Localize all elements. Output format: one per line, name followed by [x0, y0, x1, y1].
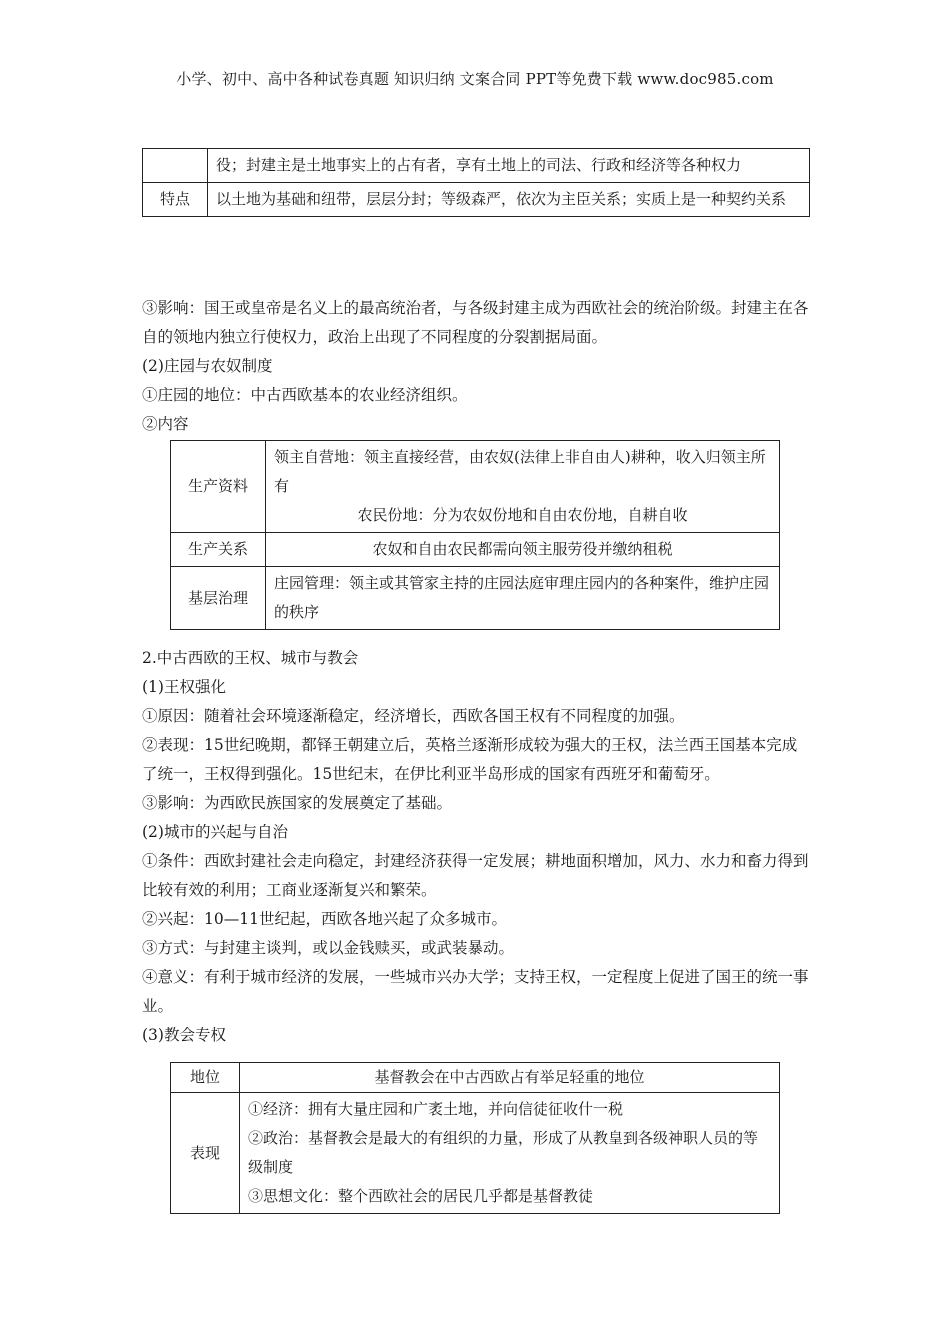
- table-cell: [240, 1093, 780, 1214]
- table-row: [171, 533, 780, 567]
- subheading: (3)教会专权: [142, 1026, 226, 1044]
- table-row: [171, 441, 780, 533]
- cell-text: ③思想文化：整个西欧社会的居民几乎都是基督教徒: [248, 1187, 594, 1205]
- subheading: (2)城市的兴起与自治: [142, 823, 288, 841]
- paragraph: ②兴起：10—11世纪起，西欧各地兴起了众多城市。: [142, 910, 507, 928]
- table-cell: 庄园管理：领主或其管家主持的庄园法庭审理庄园内的各种案件，维护庄园的秩序: [266, 567, 780, 630]
- subheading: (1)王权强化: [142, 678, 226, 696]
- table-row: [171, 567, 780, 630]
- paragraph: ③影响：为西欧民族国家的发展奠定了基础。: [142, 794, 453, 812]
- table-row-label: 表现: [171, 1093, 240, 1214]
- table-cell: [266, 441, 780, 533]
- table-row-label: 特点: [143, 183, 208, 217]
- table-row: [171, 1063, 780, 1093]
- section-feudal-influence: [142, 294, 810, 439]
- cell-text: 农民份地：分为农奴份地和自由农份地，自耕自收: [357, 506, 688, 524]
- cell-text: ②政治：基督教会是最大的有组织的力量，形成了从教皇到各级神职人员的等级制度: [248, 1129, 759, 1176]
- table-cell-empty: [143, 149, 208, 183]
- paragraph: ③影响：国王或皇帝是名义上的最高统治者，与各级封建主成为西欧社会的统治阶级。封建主在各自的领地内独立行使权力，政治上出现了不同程度的分裂割据局面。: [142, 299, 809, 346]
- subheading: (2)庄园与农奴制度: [142, 357, 273, 375]
- paragraph: ④意义：有利于城市经济的发展，一些城市兴办大学；支持王权，一定程度上促进了国王的统一事业。: [142, 968, 809, 1015]
- table-row: [143, 149, 810, 183]
- page-header: 小学、初中、高中各种试卷真题 知识归纳 文案合同 PPT等免费下载 www.doc985.com: [176, 70, 774, 88]
- paragraph: ②内容: [142, 415, 189, 433]
- paragraph: ①庄园的地位：中古西欧基本的农业经济组织。: [142, 386, 468, 404]
- paragraph: ①条件：西欧封建社会走向稳定，封建经济获得一定发展；耕地面积增加，风力、水力和畜力得到比较有效的利用；工商业逐渐复兴和繁荣。: [142, 852, 809, 899]
- paragraph: ①原因：随着社会环境逐渐稳定，经济增长，西欧各国王权有不同程度的加强。: [142, 707, 685, 725]
- manor-table: [170, 440, 780, 630]
- cell-text: ①经济：拥有大量庄园和广袤土地，并向信徒征收什一税: [248, 1100, 624, 1118]
- section-kingship-city-church: [142, 644, 810, 1050]
- table-cell: 以土地为基础和纽带，层层分封；等级森严，依次为主臣关系；实质上是一种契约关系: [208, 183, 810, 217]
- feudal-system-table: [142, 148, 810, 217]
- table-row-label: 地位: [171, 1063, 240, 1093]
- church-table: [170, 1062, 780, 1214]
- table-row: [171, 1093, 780, 1214]
- paragraph: ③方式：与封建主谈判，或以金钱赎买，或武装暴动。: [142, 939, 515, 957]
- table-row-label: 生产关系: [171, 533, 266, 567]
- table-cell: 基督教会在中古西欧占有举足轻重的地位: [240, 1063, 780, 1093]
- table-row-label: 生产资料: [171, 441, 266, 533]
- table-cell: 役；封建主是土地事实上的占有者，享有土地上的司法、行政和经济等各种权力: [208, 149, 810, 183]
- table-cell: 农奴和自由农民都需向领主服劳役并缴纳租税: [266, 533, 780, 567]
- table-row-label: 基层治理: [171, 567, 266, 630]
- paragraph: ②表现：15世纪晚期，都铎王朝建立后，英格兰逐渐形成较为强大的王权，法兰西王国基本完成了统一，王权得到强化。15世纪末，在伊比利亚半岛形成的国家有西班牙和葡萄牙。: [142, 736, 798, 783]
- section-heading: 2.中古西欧的王权、城市与教会: [142, 649, 359, 667]
- cell-text: 领主自营地：领主直接经营，由农奴(法律上非自由人)耕种，收入归领主所有: [274, 448, 766, 495]
- table-row: [143, 183, 810, 217]
